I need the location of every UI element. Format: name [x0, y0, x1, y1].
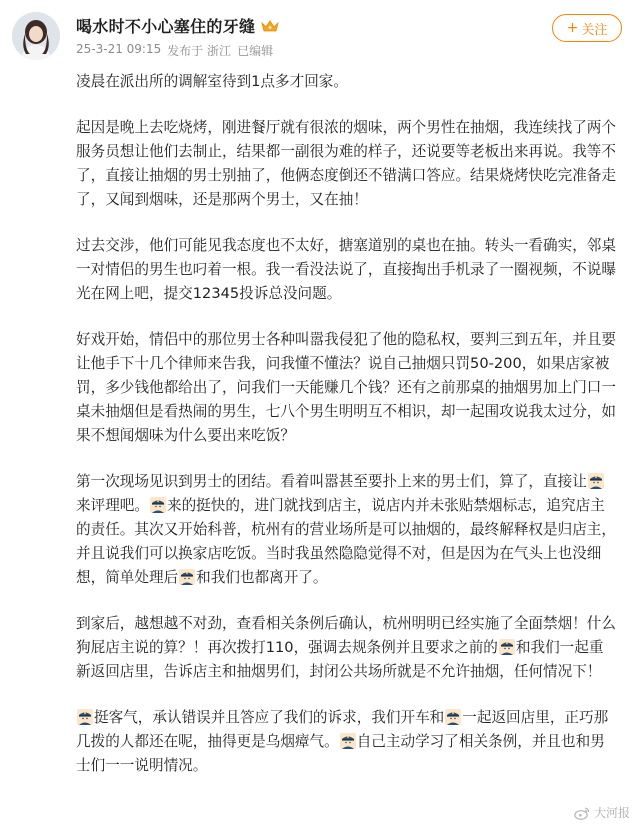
post-paragraph-1: 凌晨在派出所的调解室待到1点多才回家。	[76, 73, 348, 90]
paragraph-7-text-a: 挺客气，承认错误并且答应了我们的诉求，我们开车和	[94, 709, 445, 726]
police-officer-emoji-icon	[150, 497, 166, 513]
post-timestamp: 25-3-21 09:15	[76, 42, 162, 56]
weibo-logo-icon	[574, 806, 590, 820]
post-meta	[76, 42, 273, 59]
avatar[interactable]	[12, 12, 60, 60]
watermark	[574, 804, 630, 821]
post-paragraph-3: 过去交涉，他们可能见我态度也不太好，搪塞道别的桌也在抽。转头一看确实，邻桌一对情侣的男生也叼着一根。我一看没法说了，直接掏出手机录了一圈视频，不说曝光在网上吧，提交12345投诉总没问题。	[76, 237, 616, 302]
follow-label: 关注	[581, 22, 608, 38]
police-officer-emoji-icon	[499, 639, 515, 655]
post-paragraph-6	[76, 612, 618, 684]
police-officer-emoji-icon	[340, 733, 356, 749]
police-officer-emoji-icon	[588, 473, 604, 489]
police-officer-emoji-icon	[179, 569, 195, 585]
police-officer-emoji-icon	[77, 709, 93, 725]
avatar-image	[12, 12, 60, 60]
post-header	[0, 0, 640, 64]
name-row	[76, 14, 279, 36]
paragraph-5-text-a: 第一次现场见识到男士的团结。看着叫嚣甚至要扑上来的男士们，算了，直接让	[76, 473, 587, 490]
post-paragraph-7	[76, 706, 618, 778]
paragraph-5-text-b: 来评理吧。	[76, 497, 149, 514]
police-officer-emoji-icon	[445, 709, 461, 725]
paragraph-5-text-c: 来的挺快的，进门就找到店主，说店内并未张贴禁烟标志，追究店主的责任。其次又开始科普，杭州有的营业场所是可以抽烟的，最终解释权是归店主，并且说我们可以换家店吃饭。当时我虽然隐隐觉得不对，但是因为在气头上也没细想，简单处理后	[76, 497, 616, 586]
crown-badge-icon	[261, 18, 279, 32]
edited-label[interactable]: 已编辑	[237, 44, 274, 58]
paragraph-6-text-b: 和我们一起重新返回店里，告诉店主和抽烟男们，封闭公共场所就是不允许抽烟，任何情况下！	[76, 639, 604, 680]
post-paragraph-5	[76, 470, 618, 590]
post-body	[76, 70, 618, 800]
follow-button[interactable]	[552, 14, 622, 42]
post-paragraph-4: 好戏开始，情侣中的那位男士各种叫嚣我侵犯了他的隐私权，要判三到五年，并且要让他手下十几个律师来告我，问我懂不懂法？说自己抽烟只罚50-200，如果店家被罚，多少钱他都给出了，问我们一天能赚几个钱？还有之前那桌的抽烟男加上门口一桌未抽烟但是看热闹的男生，七八个男生明明互不相识，却一起围攻说我太过分，如果不想闻烟味为什么要出来吃饭？	[76, 331, 616, 444]
paragraph-7-text-b: 一起返回店里，正巧那几拨的人都还在呢，抽得更是乌烟瘴气。	[76, 709, 609, 750]
watermark-text: 大河报	[593, 806, 630, 820]
post-paragraph-2: 起因是晚上去吃烧烤，刚进餐厅就有很浓的烟味，两个男性在抽烟，我连续找了两个服务员想让他们去制止，结果都一副很为难的样子，还说要等老板出来再说。我等不了，直接让抽烟的男士别抽了，他俩态度倒还不错满口答应。结果烧烤快吃完准备走了，又闻到烟味，还是那两个男士，又在抽！	[76, 119, 616, 208]
paragraph-7-text-c: 自己主动学习了相关条例，并且也和男士们一一说明情况。	[76, 733, 605, 774]
paragraph-5-text-d: 和我们也都离开了。	[196, 569, 328, 586]
post-source: 发布于 浙江	[167, 44, 232, 58]
paragraph-6-text-a: 到家后，越想越不对劲，查看相关条例后确认，杭州明明已经实施了全面禁烟！什么狗屁店主说的算？！再次拨打110，强调去规条例并且要求之前的	[76, 615, 616, 656]
plus-icon: +	[566, 20, 579, 36]
username[interactable]: 喝水时不小心塞住的牙缝	[76, 16, 256, 36]
